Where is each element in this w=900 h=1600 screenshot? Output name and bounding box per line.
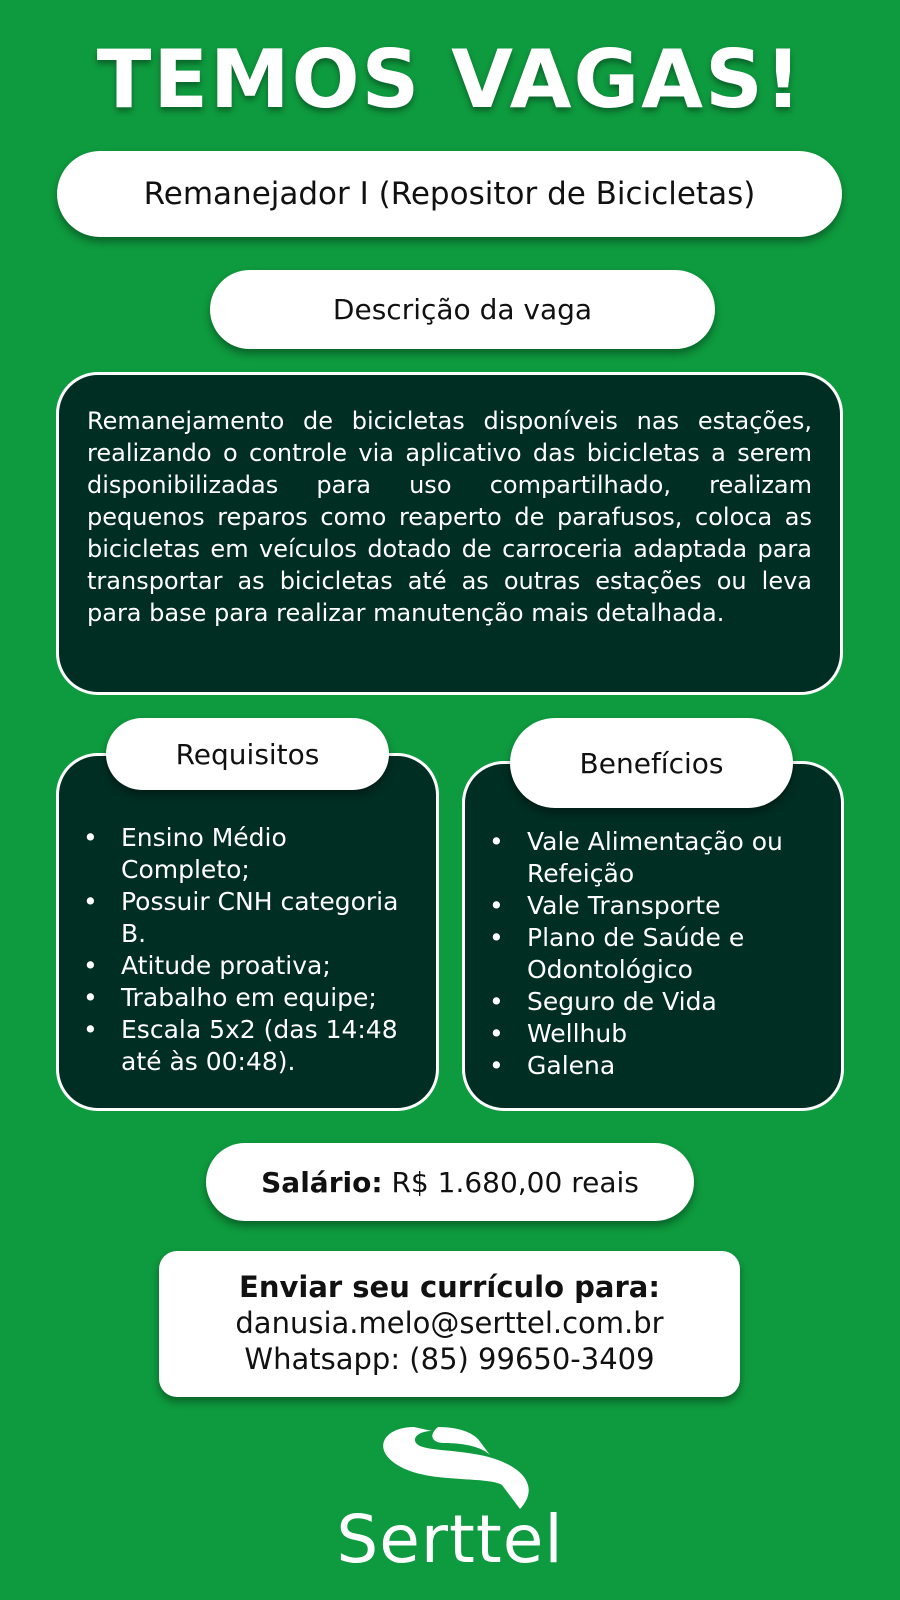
benefits-header-text: Benefícios bbox=[579, 746, 724, 780]
list-item: • Plano de Saúde e Odontológico bbox=[489, 922, 829, 986]
requirements-panel bbox=[56, 753, 439, 1111]
company-logo-text: Serttel bbox=[336, 1501, 564, 1578]
contact-email: danusia.melo@serttel.com.br bbox=[235, 1306, 664, 1340]
list-item: • Vale Alimentação ou Refeição bbox=[489, 826, 829, 890]
salary-value: R$ 1.680,00 reais bbox=[391, 1165, 639, 1199]
list-item: • Escala 5x2 (das 14:48 até às 00:48). bbox=[83, 1014, 423, 1078]
description-header bbox=[210, 270, 715, 349]
list-item: • Ensino Médio Completo; bbox=[83, 822, 423, 886]
job-title bbox=[57, 151, 842, 237]
list-item: • Wellhub bbox=[489, 1018, 829, 1050]
description-text: Remanejamento de bicicletas disponíveis nas estações, realizando o controle via aplicativo das bicicletas a serem disponibilizadas para uso compartilhado, realizam pequenos reparos como reaperto de parafusos, coloca as bicicletas em veículos dotado de carroceria adaptada para transportar as bicicletas até as outras estações ou leva para base para realizar manutenção mais detalhada. bbox=[87, 407, 812, 627]
requirements-header-text: Requisitos bbox=[175, 737, 320, 771]
description-panel bbox=[56, 372, 843, 695]
contact-label: Enviar seu currículo para: bbox=[239, 1270, 660, 1304]
description-header-text: Descrição da vaga bbox=[332, 293, 593, 326]
headline: TEMOS VAGAS! bbox=[96, 33, 804, 126]
requirements-list bbox=[83, 822, 423, 1078]
benefits-panel bbox=[462, 761, 844, 1111]
job-title-text: Remanejador I (Repositor de Bicicletas) bbox=[143, 176, 756, 212]
salary-pill bbox=[206, 1143, 694, 1221]
benefits-header bbox=[510, 718, 793, 808]
list-item: • Possuir CNH categoria B. bbox=[83, 886, 423, 950]
list-item: • Galena bbox=[489, 1050, 829, 1082]
contact-whatsapp: Whatsapp: (85) 99650-3409 bbox=[244, 1342, 655, 1376]
list-item: • Trabalho em equipe; bbox=[83, 982, 423, 1014]
list-item: • Vale Transporte bbox=[489, 890, 829, 922]
list-item: • Seguro de Vida bbox=[489, 986, 829, 1018]
requirements-header bbox=[106, 718, 389, 790]
benefits-list bbox=[489, 826, 829, 1082]
contact-box bbox=[159, 1251, 740, 1397]
salary-label: Salário: bbox=[261, 1165, 383, 1199]
list-item: • Atitude proativa; bbox=[83, 950, 423, 982]
